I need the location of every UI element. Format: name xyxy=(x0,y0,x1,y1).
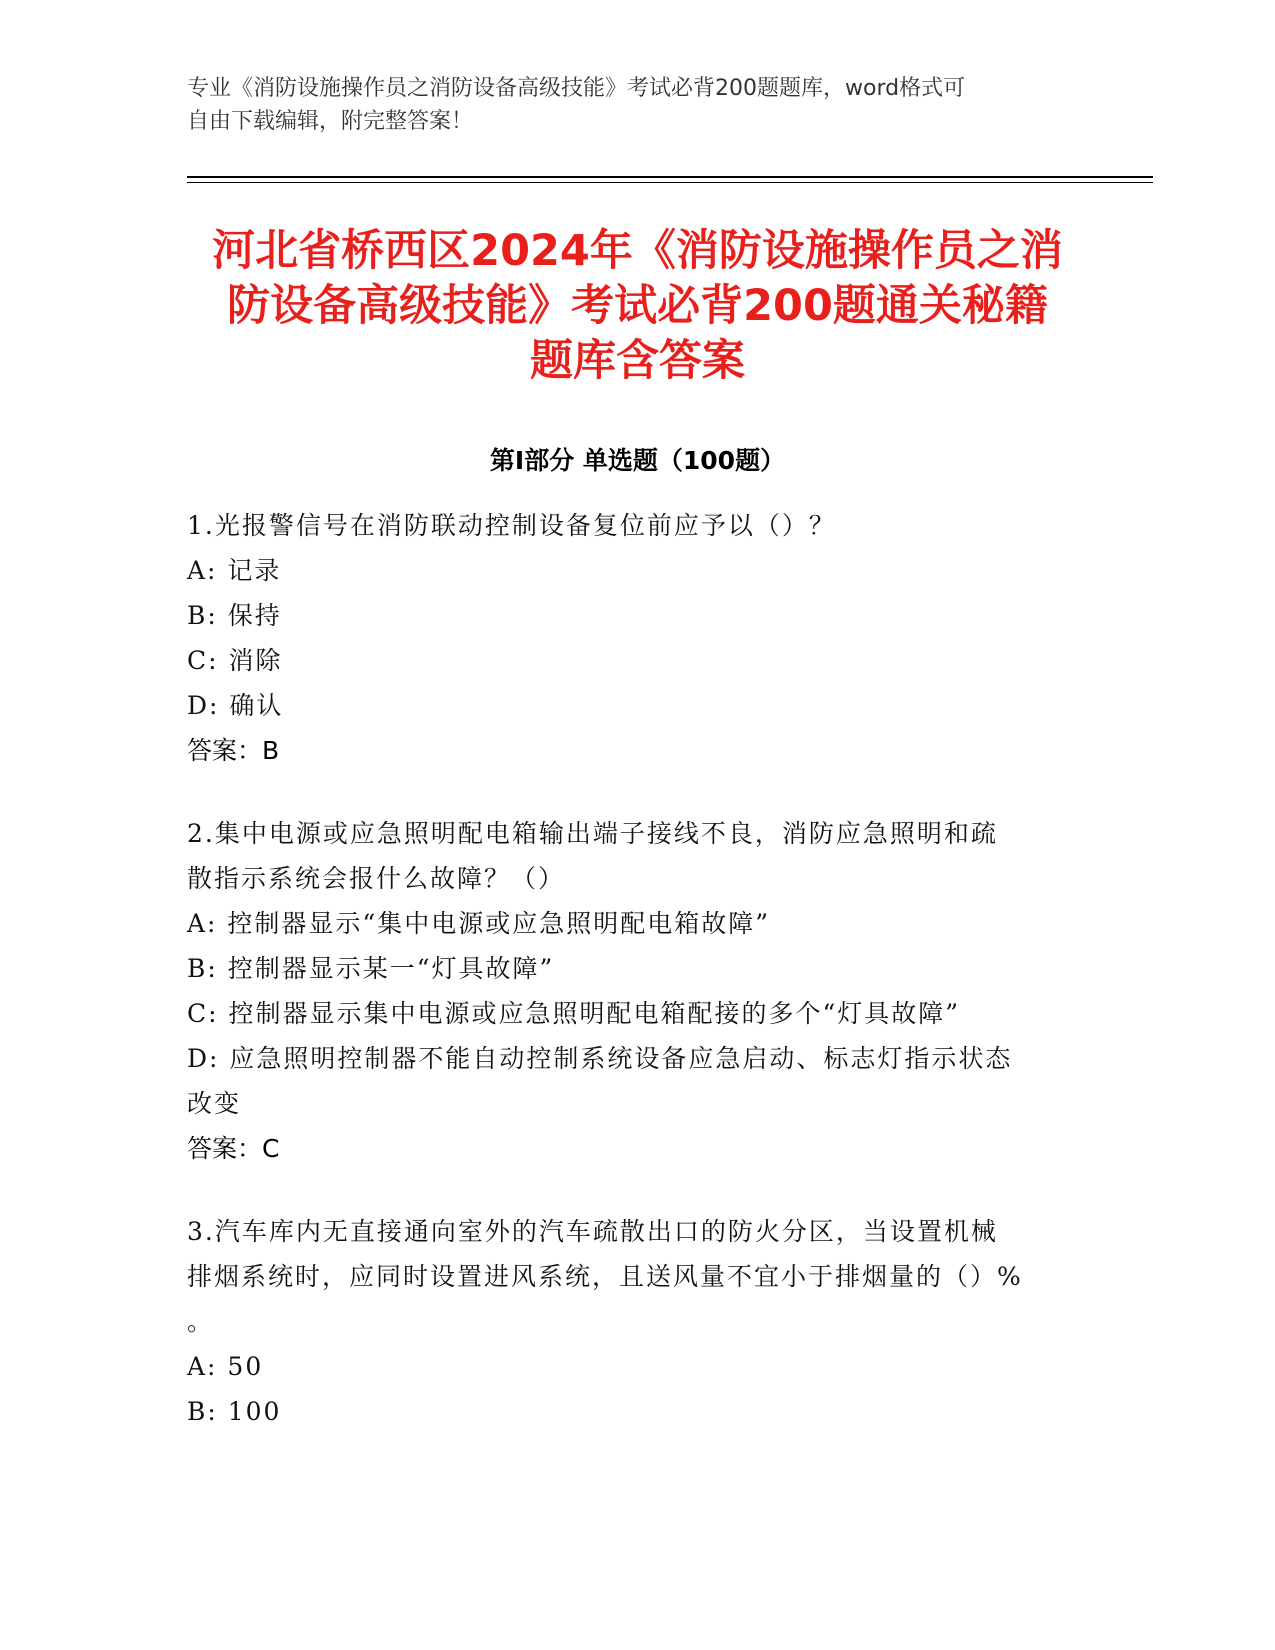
question-stem-continued: 散指示系统会报什么故障？（） xyxy=(187,864,566,893)
option-d-continued: 改变 xyxy=(187,1089,242,1118)
option-d: D: 确认 xyxy=(187,691,284,720)
answer: 答案：C xyxy=(187,1134,280,1163)
question-2 xyxy=(187,811,1082,1171)
header-line-1: 专业《消防设施操作员之消防设备高级技能》考试必背200题题库，word格式可 xyxy=(187,76,966,101)
question-stem: 3.汽车库内无直接通向室外的汽车疏散出口的防火分区，当设置机械 xyxy=(187,1217,998,1246)
document-title xyxy=(160,224,1115,389)
option-c: C: 消除 xyxy=(187,646,283,675)
option-a: A: 控制器显示“集中电源或应急照明配电箱故障” xyxy=(187,909,770,938)
option-c: C: 控制器显示集中电源或应急照明配电箱配接的多个“灯具故障” xyxy=(187,999,961,1028)
title-line-3: 题库含答案 xyxy=(530,336,745,386)
header-divider-thin xyxy=(187,182,1153,183)
option-d: D: 应急照明控制器不能自动控制系统设备应急启动、标志灯指示状态 xyxy=(187,1044,1013,1073)
answer: 答案：B xyxy=(187,736,280,765)
document-header xyxy=(187,72,1067,138)
question-1 xyxy=(187,503,1082,773)
question-stem-continued: 排烟系统时，应同时设置进风系统，且送风量不宜小于排烟量的（）% xyxy=(187,1262,1023,1291)
title-line-2: 防设备高级技能》考试必背200题通关秘籍 xyxy=(227,281,1048,331)
option-b: B: 100 xyxy=(187,1397,282,1426)
question-stem: 1.光报警信号在消防联动控制设备复位前应予以（）？ xyxy=(187,511,836,540)
question-stem-continued: 。 xyxy=(187,1307,215,1336)
title-line-1: 河北省桥西区2024年《消防设施操作员之消 xyxy=(212,226,1063,276)
header-line-2: 自由下载编辑，附完整答案！ xyxy=(187,109,474,134)
option-b: B: 控制器显示某一“灯具故障” xyxy=(187,954,555,983)
option-a: A: 50 xyxy=(187,1352,264,1381)
question-stem: 2.集中电源或应急照明配电箱输出端子接线不良，消防应急照明和疏 xyxy=(187,819,998,848)
header-divider-thick xyxy=(187,176,1153,178)
section-heading: 第I部分 单选题（100题） xyxy=(489,446,786,475)
option-a: A: 记录 xyxy=(187,556,282,585)
option-b: B: 保持 xyxy=(187,601,282,630)
question-3 xyxy=(187,1209,1082,1434)
